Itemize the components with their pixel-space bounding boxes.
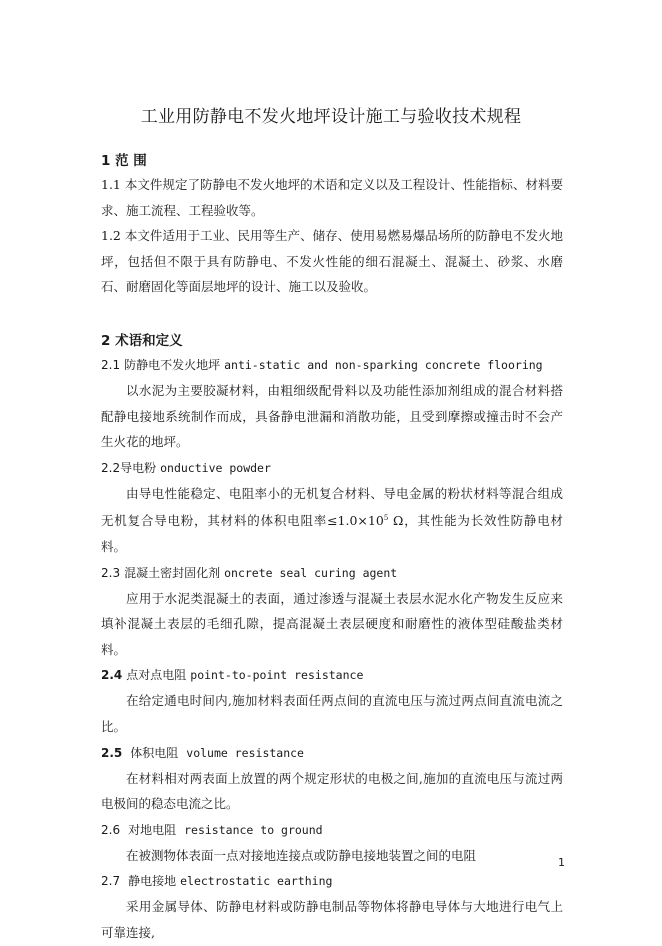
term-heading xyxy=(101,868,563,894)
paragraph-1-1: 1.1 本文件规定了防静电不发火地坪的术语和定义以及工程设计、性能指标、材料要求、施工流程、工程验收等。 xyxy=(101,177,563,218)
section-heading-scope: 1 范 围 xyxy=(101,153,147,169)
term-chinese-name: 导电粉 xyxy=(120,460,157,475)
term-chinese-name: 体积电阻 xyxy=(130,745,179,760)
term-heading xyxy=(101,560,563,586)
term-chinese-name: 静电接地 xyxy=(128,874,177,889)
term-definition: 应用于水泥类混凝土的表面，通过渗透与混凝土表层水泥水化产物发生反应来填补混凝土表层的毛细孔隙，提高混凝土表层硬度和耐磨性的液体型硅酸盐类材料。 xyxy=(101,590,563,657)
term-definition: 在被测物体表面一点对接地连接点或防静电接地装置之间的电阻 xyxy=(126,847,477,863)
term-definition: 以水泥为主要胶凝材料，由粗细级配骨料以及功能性添加剂组成的混合材料搭配静电接地系统制作而成，具备静电泄漏和消散功能，且受到摩擦或撞击时不会产生火花的地坪。 xyxy=(101,382,563,450)
term-chinese-name: 防静电不发火地坪 xyxy=(124,357,221,372)
term-number: 2.6 xyxy=(101,822,121,837)
page-number: 1 xyxy=(558,856,565,869)
term-number: 2.1 xyxy=(101,357,121,372)
term-heading xyxy=(101,455,563,481)
term-heading xyxy=(101,817,563,843)
term-definition: 在给定通电时间内,施加材料表面任两点间的直流电压与流过两点间直流电流之比。 xyxy=(101,693,563,735)
term-english-name: oncrete seal curing agent xyxy=(224,565,398,580)
term-chinese-name: 对地电阻 xyxy=(128,822,177,837)
term-number: 2.3 xyxy=(101,565,121,580)
term-chinese-name: 混凝土密封固化剂 xyxy=(124,565,221,580)
term-definition: 由导电性能稳定、电阻率小的无机复合材料、导电金属的粉状材料等混合组成无机复合导电粉，其材料的体积电阻率$\le 1.0\times 10^5$ Ω，其性能为长效性防静电材料。 xyxy=(101,485,563,555)
term-heading xyxy=(101,662,563,688)
term-heading xyxy=(101,740,563,766)
section-heading-terms: 2 术语和定义 xyxy=(101,332,183,349)
term-number: 2.5 xyxy=(101,745,123,760)
term-english-name: resistance to ground xyxy=(184,822,323,837)
term-definition: 在材料相对两表面上放置的两个规定形状的电极之间,施加的直流电压与流过两电极间的稳态电流之比。 xyxy=(101,770,563,812)
term-number: 2.4 xyxy=(101,668,123,683)
term-english-name: volume resistance xyxy=(186,745,304,760)
term-definition: 采用金属导体、防静电材料或防静电制品等物体将静电导体与大地进行电气上可靠连接, xyxy=(101,899,563,941)
term-english-name: onductive powder xyxy=(160,460,271,475)
term-number: 2.2 xyxy=(101,460,121,475)
term-chinese-name: 点对点电阻 xyxy=(126,668,187,683)
term-english-name: electrostatic earthing xyxy=(180,874,333,889)
term-number: 2.7 xyxy=(101,874,121,889)
term-heading xyxy=(101,352,563,378)
paragraph-1-2: 1.2 本文件适用于工业、民用等生产、储存、使用易燃易爆品场所的防静电不发火地坪，包括但不限于具有防静电、不发火性能的细石混凝土、混凝土、砂浆、水磨石、耐磨固化等面层地坪的设计、施工以及验收。 xyxy=(101,228,563,295)
document-title: 工业用防静电不发火地坪设计施工与验收技术规程 xyxy=(140,107,522,127)
document-body xyxy=(101,148,563,946)
term-english-name: point-to-point resistance xyxy=(190,668,364,683)
term-english-name: anti-static and non-sparking concrete flooring xyxy=(224,357,543,372)
exponent: 5 xyxy=(383,514,389,523)
